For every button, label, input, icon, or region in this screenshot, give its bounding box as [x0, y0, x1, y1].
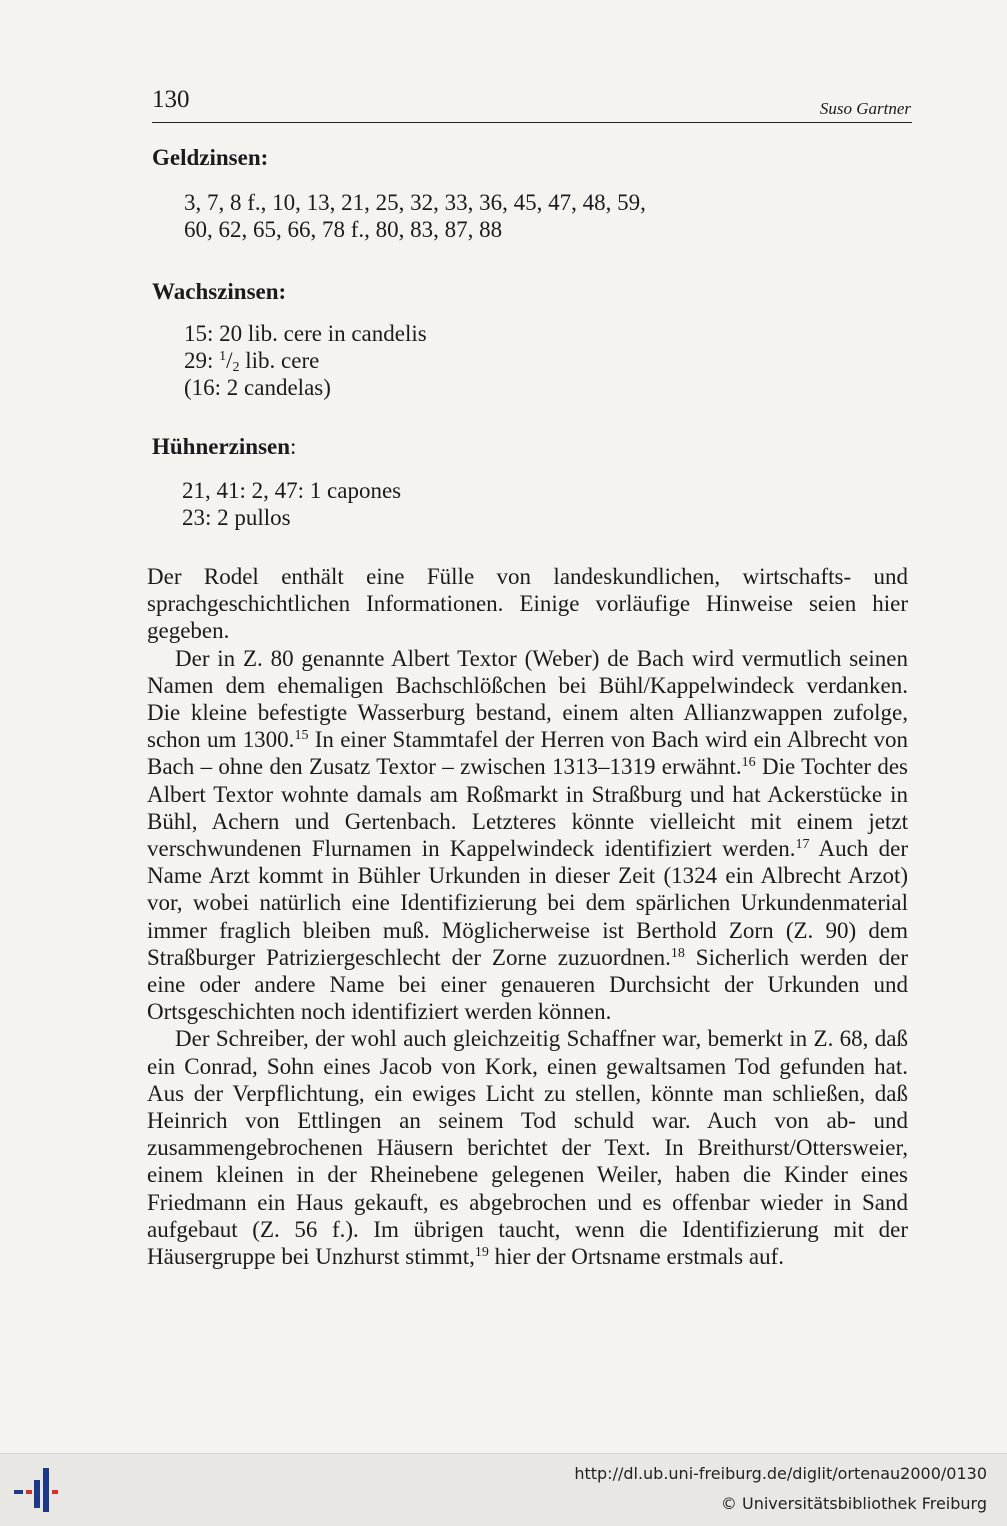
list-line: 23: 2 pullos	[182, 505, 291, 530]
fraction-one-half: $^1/_2$	[219, 348, 240, 375]
wachszinsen-list	[184, 320, 427, 401]
heading-wachszinsen: Wachszinsen:	[152, 279, 287, 304]
footnote-ref: 15	[294, 728, 309, 744]
list-line: 15: 20 lib. cere in candelis	[184, 321, 427, 346]
geldzinsen-list	[184, 189, 646, 243]
paragraph: Der in Z. 80 genannte Albert Textor (Weber) de Bach wird vermutlich seinen Namen dem ehemaligen Bachschlößchen bei Bühl/Kappelwindeck verdanken. Die kleine befestigte Wasserburg bestand, einem alten Allianzwappen zufolge, schon um 1300.15 In einer Stammtafel der Herren von Bach wird ein Albrecht von Bach – ohne den Zusatz Textor – zwischen 1313–1319 erwähnt.$^{16}$ Die Tochter des Albert Textor wohnte damals am Roßmarkt in Straßburg und hat Ackerstücke in Bühl, Achern und Gertenbach. Letzteres könnte vielleicht mit einem jetzt verschwundenen Flurnamen in Kappelwindeck identifiziert werden.$^{17}$ Auch der Name Arzt kommt in Bühler Urkunden in dieser Zeit (1324 ein Albrecht Arzot) vor, wobei natürlich eine Identifizierung bei dem spärlichen Urkundenmaterial immer fraglich bleiben muß. Möglicherweise ist Berthold Zorn (Z. 90) dem Straßburger Patriziergeschlecht der Zorne zuzuordnen.$^{18}$ Sicherlich werden der eine oder andere Name bei einer genaueren Durchsicht der Urkunden und Ortsgeschichten noch identifiziert werden können.	[147, 645, 908, 1025]
footnote-ref: 16	[741, 755, 756, 771]
body-text	[147, 563, 908, 1270]
footnote-ref: 17	[795, 837, 810, 853]
heading-geldzinsen: Geldzinsen:	[152, 145, 269, 170]
page-number: 130	[152, 86, 190, 113]
paragraph: Der Schreiber, der wohl auch gleichzeitig Schaffner war, bemerkt in Z. 68, daß ein Conrad, Sohn eines Jacob von Kork, einen gewaltsamen Tod gefunden hat. Aus der Verpflichtung, ein ewiges Licht zu stellen, könnte man schließen, daß Heinrich von Ettlingen an seinem Tod schuld war. Auch von ab- und zusammengebrochenen Häusern berichtet der Text. In Breithurst/Ottersweier, einem kleinen in der Rheinebene gelegenen Weiler, haben die Kinder eines Friedmann ein Haus gekauft, es abgebrochen und es offenbar wieder in Sand aufgebaut (Z. 56 f.). Im übrigen taucht, wenn die Identifizierung mit der Häusergruppe bei Unzhurst stimmt,$^{19}$ hier der Ortsname erstmals auf.	[147, 1026, 908, 1270]
list-line: 29: $^1/_2$ lib. cere	[184, 348, 320, 375]
list-line: 21, 41: 2, 47: 1 capones	[182, 478, 402, 503]
footnote-ref: 19	[474, 1245, 489, 1261]
running-head-author: Suso Gartner	[819, 99, 911, 118]
page-url-link[interactable]: http://dl.ub.uni-freiburg.de/diglit/ortenau2000/0130	[574, 1464, 987, 1483]
heading-huehnerzinsen: Hühnerzinsen:	[152, 434, 297, 459]
header-rule	[152, 122, 912, 123]
list-line: 3, 7, 8 f., 10, 13, 21, 25, 32, 33, 36, 45, 47, 48, 59,	[184, 190, 646, 215]
viewer-footer	[0, 1453, 1007, 1526]
list-line: (16: 2 candelas)	[184, 375, 331, 400]
ub-freiburg-logo-icon[interactable]	[12, 1467, 64, 1517]
footnote-ref: 18	[670, 945, 685, 961]
paragraph: Der Rodel enthält eine Fülle von landeskundlichen, wirtschafts- und sprachgeschichtlichen Informationen. Einige vorläufige Hinweise seien hier gegeben.	[147, 564, 908, 644]
copyright-text: © Universitätsbibliothek Freiburg	[720, 1494, 987, 1513]
list-line: 60, 62, 65, 66, 78 f., 80, 83, 87, 88	[184, 217, 503, 242]
huehnerzinsen-list	[182, 477, 401, 531]
